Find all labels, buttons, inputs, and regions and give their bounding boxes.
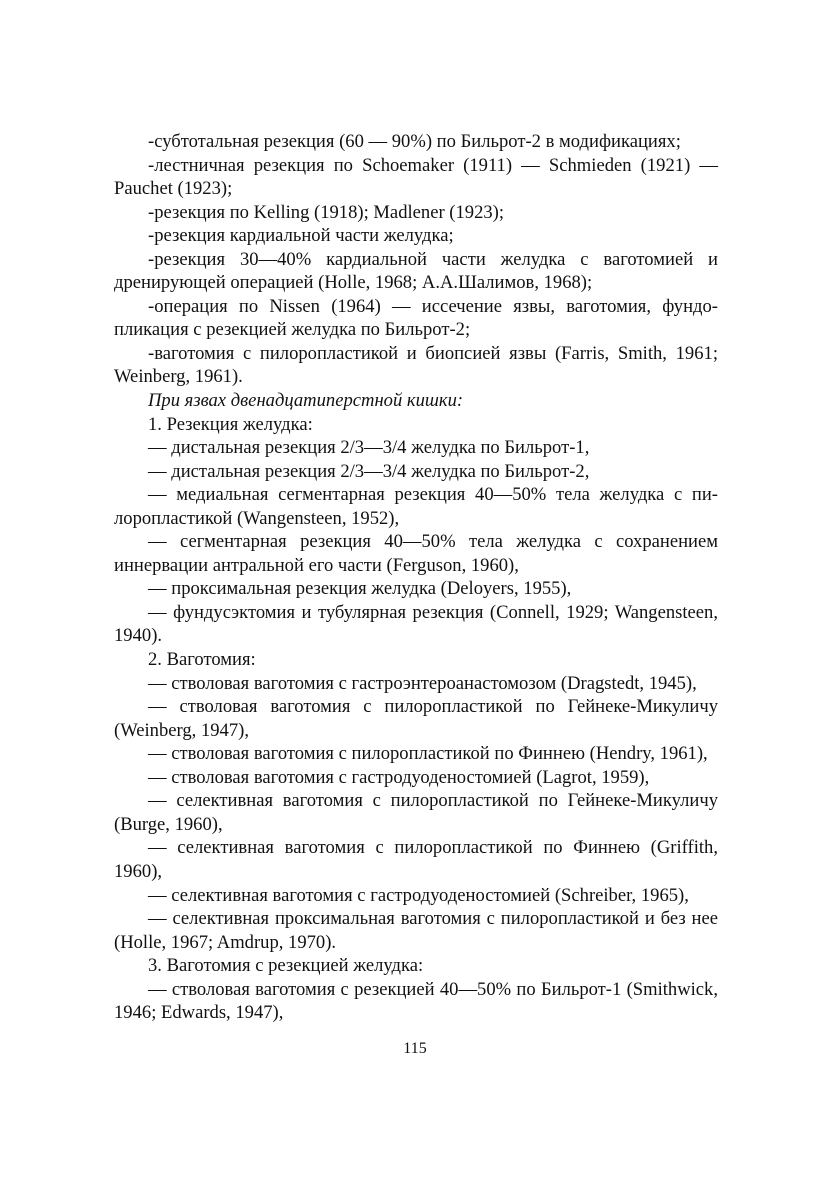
list-item: — проксимальная резекция желудка (Deloyers, 1955), (148, 578, 572, 600)
list-item: — стволовая ваготомия с пилоропластикой по Финнею (Hendry, 1961), (148, 743, 708, 765)
list-item: — дистальная резекция 2/3—3/4 желудка по Бильрот-1, (148, 437, 590, 459)
list-item: — медиальная сегментарная резекция 40—50% тела желудка с пилоропластикой (Wangensteen, 1952), (114, 484, 718, 529)
list-item: — стволовая ваготомия с гастроэнтероанастомозом (Dragstedt, 1945), (148, 672, 697, 694)
page-number: 115 (403, 1040, 427, 1057)
paragraph: -операция по Nissen (1964) — иссечение язвы, ваготомия, фундопликация с резекцией желудка по Бильрот-2; (114, 295, 718, 341)
paragraph: -субтотальная резекция (60 — 90%) по Бильрот-2 в модификациях; (148, 131, 681, 152)
list-item: — селективная ваготомия с пилоропластикой по Гейнеке-Микуличу (Burge, 1960), (114, 790, 718, 835)
paragraph: -лестничная резекция по Schoemaker (1911) — Schmieden (1921) — Pauchet (1923); (114, 154, 718, 200)
body-text (114, 130, 718, 1025)
list-item: — стволовая ваготомия с гастродуоденостомией (Lagrot, 1959), (148, 766, 650, 788)
list-heading: 3. Ваготомия с резекцией желудка: (148, 955, 424, 977)
list-item: — селективная ваготомия с пилоропластикой по Финнею (Griffith, 1960), (114, 837, 718, 882)
list-item: — селективная ваготомия с гастродуоденостомией (Schreiber, 1965), (148, 884, 689, 906)
paragraph: -резекция кардиальной части желудка; (148, 225, 454, 247)
list-heading: 1. Резекция желудка: (148, 413, 313, 435)
list-heading: 2. Ваготомия: (148, 649, 256, 671)
paragraph: -ваготомия с пилоропластикой и биопсией язвы (Farris, Smith, 1961; Weinberg, 1961). (114, 342, 718, 388)
paragraph: -резекция по Kelling (1918); Madlener (1923); (148, 201, 505, 223)
list-item: — дистальная резекция 2/3—3/4 желудка по Бильрот-2, (148, 460, 590, 482)
list-item: — стволовая ваготомия с пилоропластикой по Гейнеке-Микуличу (Weinberg, 1947), (114, 696, 718, 741)
list-item: — фундусэктомия и тубулярная резекция (Connell, 1929; Wangensteen, 1940). (114, 601, 718, 647)
paragraph: -резекция 30—40% кардиальной части желудка с ваготомией и дренирующей операцией (Holle, 1968; А.А.Шалимов, 1968); (114, 248, 718, 294)
section-heading: При язвах двенадцатиперстной кишки: (148, 390, 464, 412)
list-item: — сегментарная резекция 40—50% тела желудка с сохранением иннервации антральной его части (Ferguson, 1960), (114, 531, 718, 576)
list-item: — селективная проксимальная ваготомия с пилоропластикой и без нее (Holle, 1967; Amdrup, 1970). (114, 908, 718, 953)
list-item: — стволовая ваготомия с резекцией 40—50% по Бильрот-1 (Smithwick, 1946; Edwards, 1947), (114, 978, 718, 1024)
